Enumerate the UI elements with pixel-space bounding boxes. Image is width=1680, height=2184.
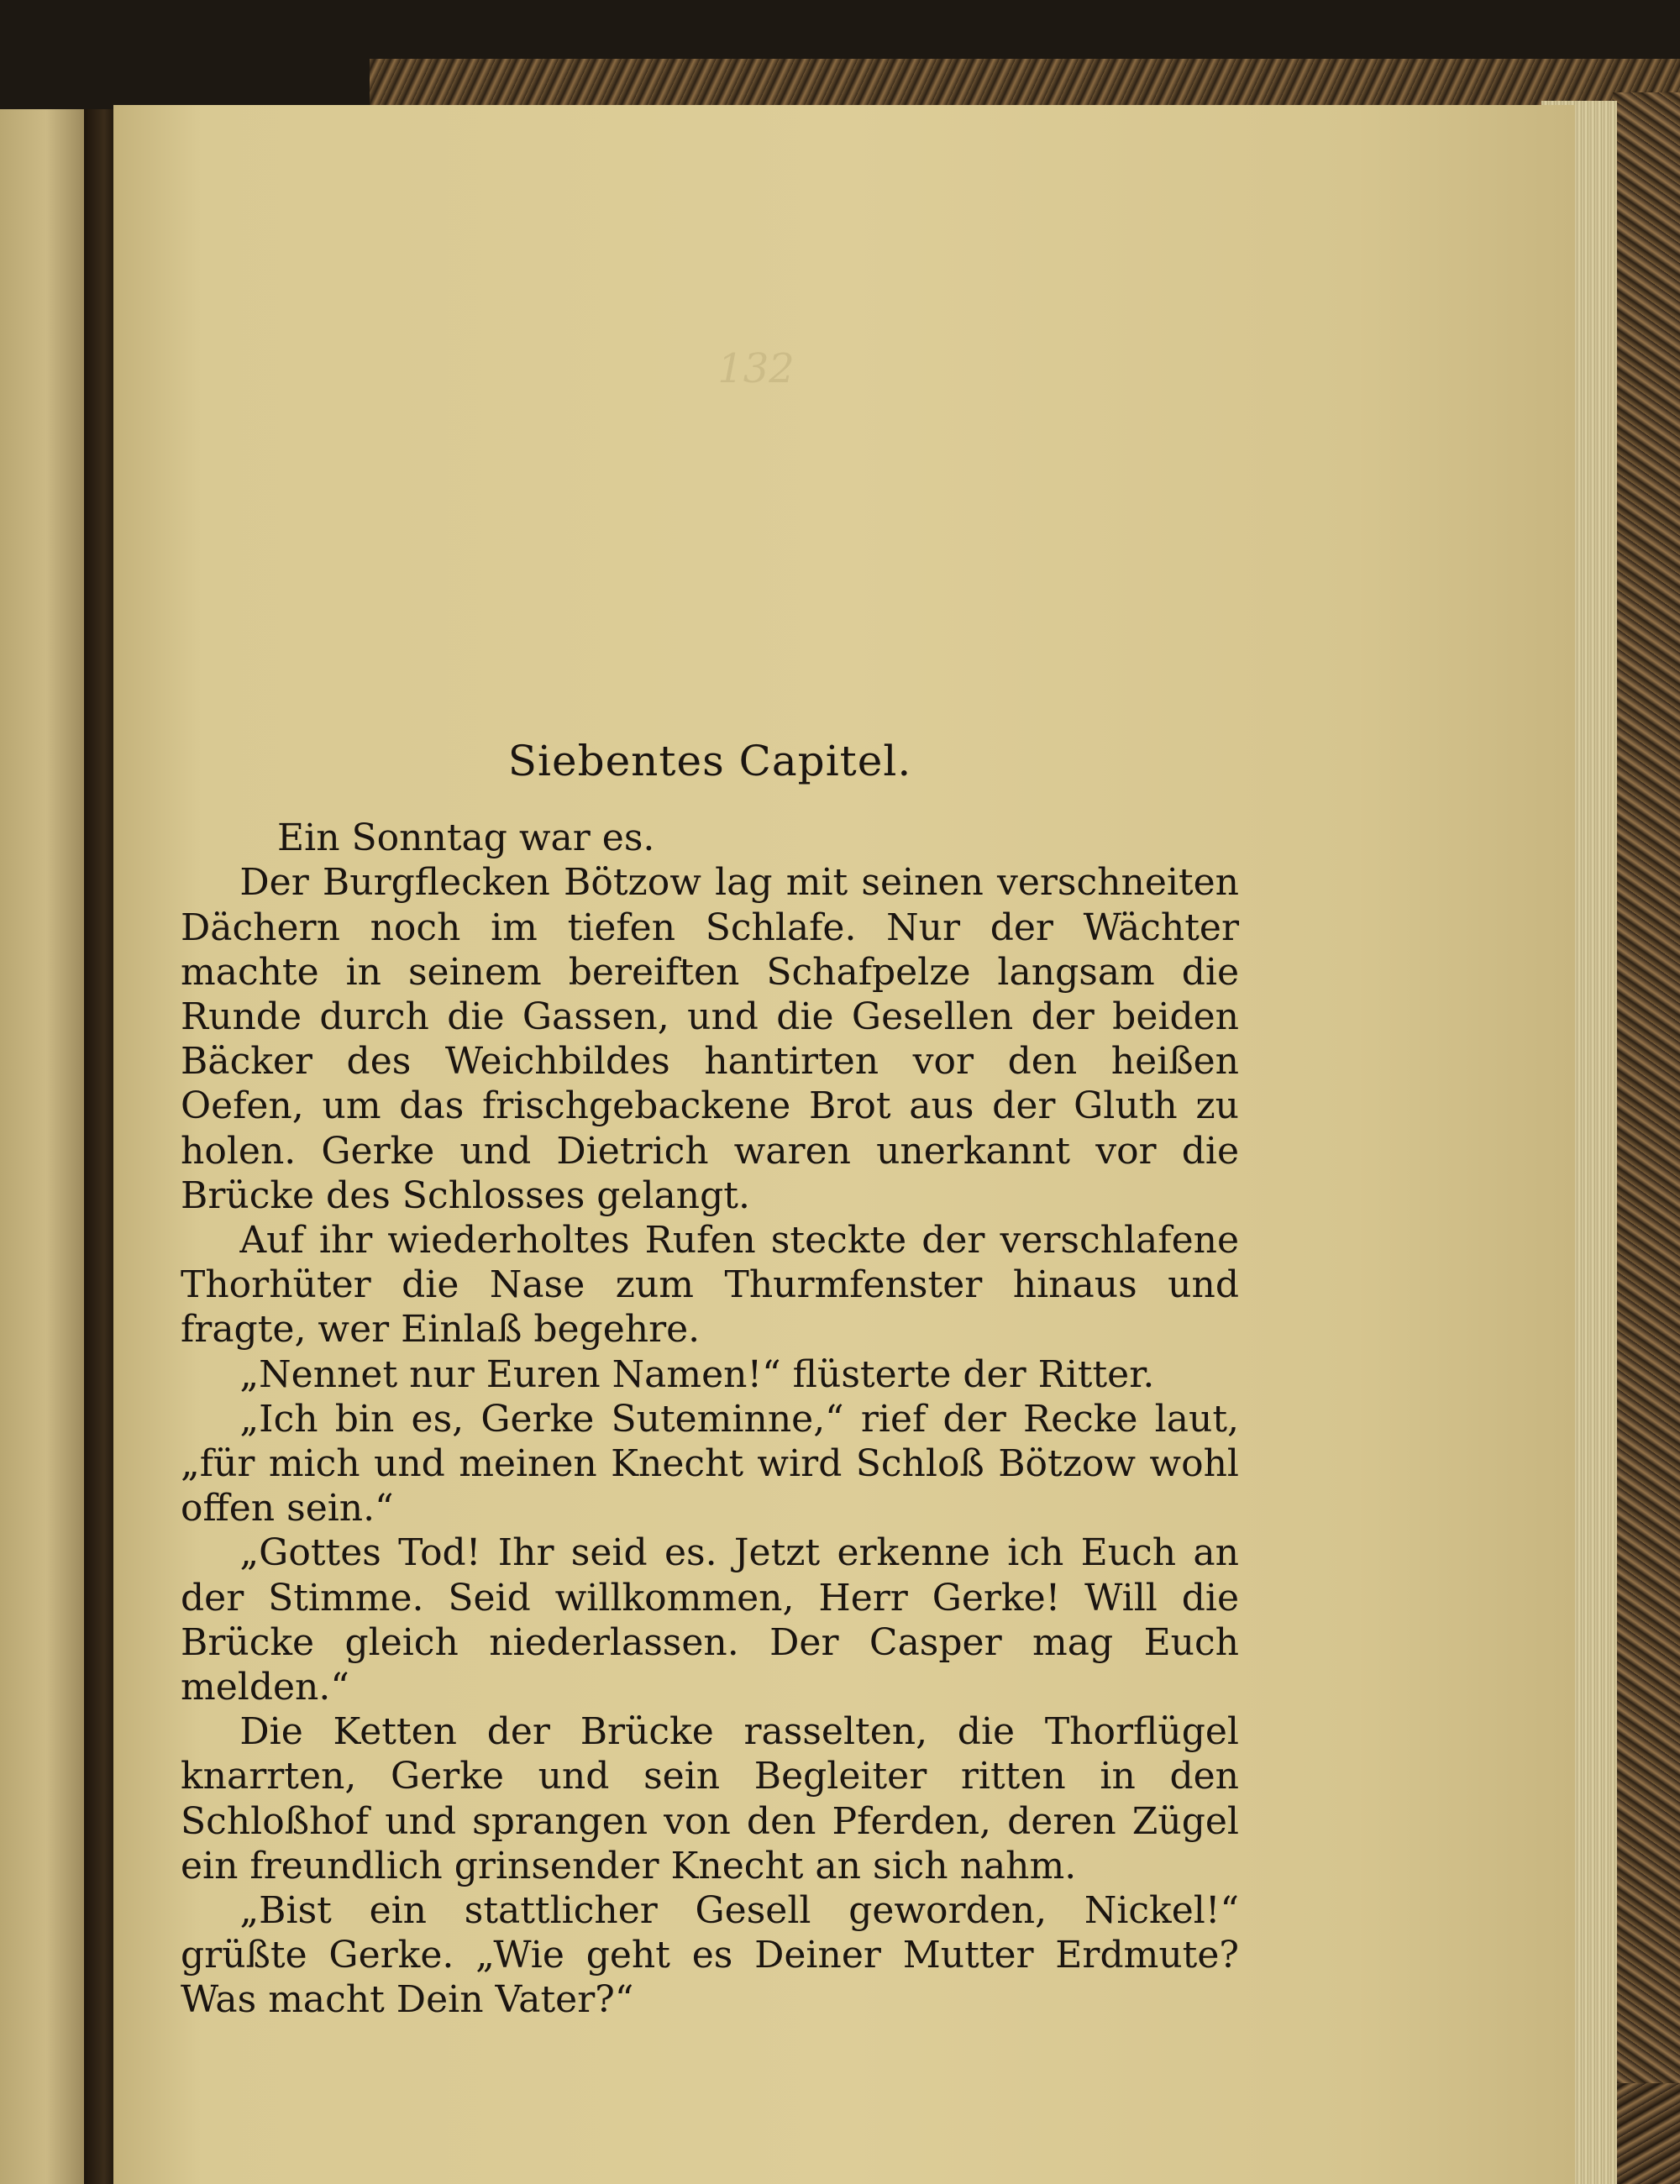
paragraph-3: Auf ihr wiederholtes Rufen steckte der verschlafene Thorhüter die Nase zum Thurmfenster hinaus und fragte, wer Einlaß begehre. xyxy=(181,1219,1239,1352)
book-gutter xyxy=(84,109,118,2184)
chapter-heading: Siebentes Capitel. xyxy=(507,737,912,785)
show-through-text xyxy=(218,344,1294,418)
paragraph-7: Die Ketten der Brücke rasselten, die Thorflügel knarrten, Gerke und sein Begleiter ritten in den Schloßhof und sprangen von den Pferden, deren Zügel ein freundlich grinsender Knecht an sich nahm. xyxy=(181,1710,1239,1887)
paragraph-5: „Ich bin es, Gerke Suteminne,“ rief der Recke laut, „für mich und meinen Knecht wird Schloß Bötzow wohl offen sein.“ xyxy=(181,1397,1239,1530)
paragraph-8: „Bist ein stattlicher Gesell geworden, Nickel!“ grüßte Gerke. „Wie geht es Deiner Mutter Erdmute? Was macht Dein Vater?“ xyxy=(181,1889,1239,2022)
show-through-page-number: 132 xyxy=(717,345,795,392)
book-cover-right xyxy=(1613,92,1680,2184)
paragraph-4: „Nennet nur Euren Namen!“ flüsterte der Ritter. xyxy=(239,1352,1155,1396)
facing-page xyxy=(0,109,84,2184)
paragraph-6: „Gottes Tod! Ihr seid es. Jetzt erkenne ich Euch an der Stimme. Seid willkommen, Herr Gerke! Will die Brücke gleich niederlassen. Der Casper mag Euch melden.“ xyxy=(181,1531,1239,1709)
paragraph-2: Der Burgflecken Bötzow lag mit seinen verschneiten Dächern noch im tiefen Schlafe. Nur der Wächter machte in seinem bereiften Schafpelze langsam die Runde durch die Gassen, und die Gesellen der beiden Bäcker des Weichbildes hantirten vor den heißen Oefen, um das frischgebackene Brot aus der Gluth zu holen. Gerke und Dietrich waren unerkannt vor die Brücke des Schlosses gelangt. xyxy=(181,861,1239,1217)
paragraph-1: Ein Sonntag war es. xyxy=(277,816,655,860)
page-text xyxy=(181,739,1239,2023)
